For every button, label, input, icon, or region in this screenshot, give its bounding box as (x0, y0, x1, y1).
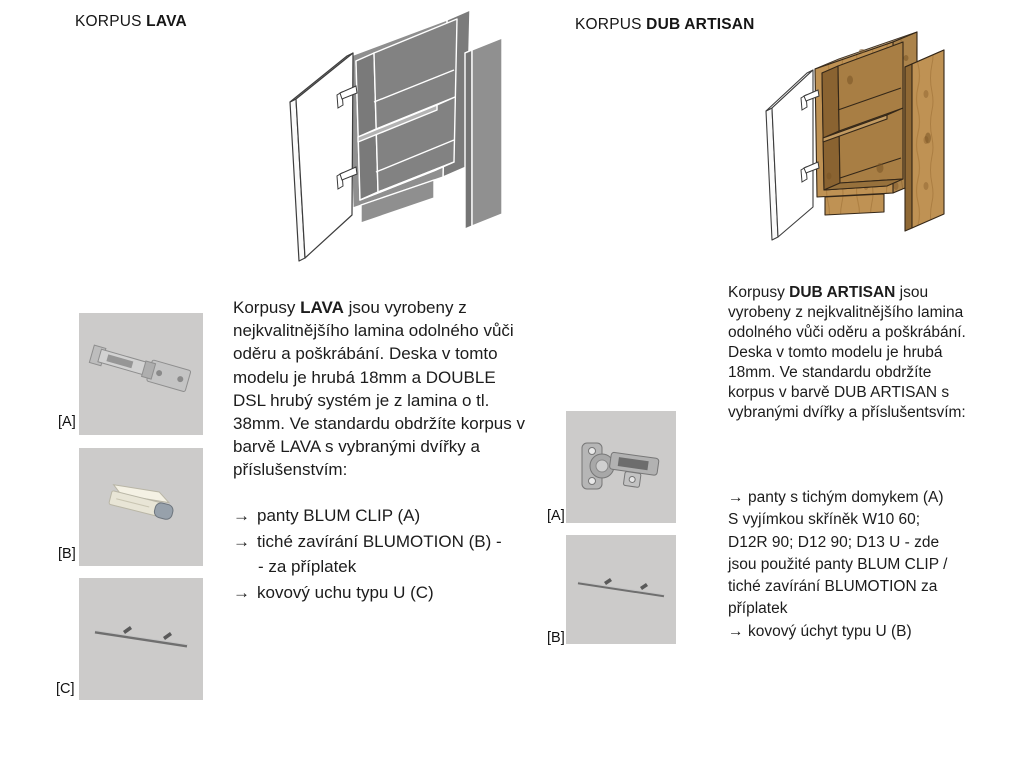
list-item-text: panty s tichým domykem (A) (748, 489, 944, 506)
paragraph-prefix: Korpusy (233, 298, 301, 317)
section-title-lava (75, 13, 187, 31)
hardware-image-blumotion-damper (79, 448, 203, 566)
arrow-icon: → (233, 506, 250, 525)
hardware-image-u-handle (79, 578, 203, 700)
arrow-icon: → (728, 489, 744, 506)
list-item-text: tiché zavírání BLUMOTION za (728, 578, 938, 596)
title-dub-artisan-label: DUB ARTISAN (646, 16, 755, 33)
list-item-continuation (233, 554, 502, 580)
dub-artisan-feature-list (728, 487, 947, 643)
u-handle-icon (79, 578, 203, 700)
title-korpus-label: KORPUS (75, 13, 147, 30)
list-item-text: kovový úchyt typu U (B) (748, 622, 912, 640)
list-item-continuation (728, 554, 947, 576)
list-item-continuation (728, 598, 947, 620)
list-item-text: tiché zavírání BLUMOTION (B) - (257, 531, 502, 551)
list-item-text: jsou použité panty BLUM CLIP / (728, 555, 948, 573)
section-title-dub-artisan (575, 16, 755, 34)
paragraph-rest: jsou vyrobeny z nejkvalitnějšího lamina odolného vůči oděru a poškrábání. Deska v tomto modelu je hrubá 18mm a DOUBLE DSL hrubý systém je z lamina o tl. 38mm. Ve standardu obdržíte korpus v barvě LAVA s vybranými dvířky a příslušenstvím: (233, 298, 525, 480)
title-korpus-label: KORPUS (575, 16, 647, 33)
u-handle-icon (566, 535, 676, 644)
list-item-text: kovový uchu typu U (C) (257, 582, 434, 602)
hardware-label-b: [B] (547, 630, 565, 646)
hardware-image-blum-clip-hinge (79, 313, 203, 435)
lava-feature-list (233, 503, 502, 605)
blum-clip-hinge-icon (79, 313, 203, 435)
list-item (728, 487, 947, 509)
list-item-continuation (728, 576, 947, 598)
list-item (233, 529, 502, 555)
blumotion-damper-icon (79, 448, 203, 566)
hardware-image-u-handle (566, 535, 676, 644)
hardware-image-soft-close-hinge (566, 411, 676, 523)
paragraph-bold: DUB ARTISAN (789, 284, 896, 301)
hardware-label-b: [B] (58, 546, 76, 562)
list-item-continuation (728, 509, 947, 531)
title-lava-label: LAVA (146, 13, 187, 30)
hardware-label-a: [A] (547, 508, 565, 524)
arrow-icon: → (728, 622, 744, 640)
arrow-icon: → (233, 531, 250, 551)
lava-description (233, 296, 529, 482)
dub-artisan-cabinet-drawing (762, 18, 967, 268)
soft-close-hinge-icon (566, 411, 676, 523)
lava-cabinet-drawing (281, 2, 529, 270)
list-item-text: - za příplatek (258, 557, 357, 576)
dub-artisan-description (728, 283, 970, 423)
list-item-text: S vyjímkou skříněk W10 60; (728, 511, 921, 529)
arrow-icon: → (233, 582, 250, 602)
list-item-text: panty BLUM CLIP (A) (257, 506, 421, 525)
list-item (728, 621, 947, 643)
paragraph-bold: LAVA (300, 298, 344, 317)
list-item (233, 503, 502, 529)
lava-cabinet-door (290, 53, 353, 261)
hardware-label-a: [A] (58, 414, 76, 430)
list-item-continuation (728, 532, 947, 554)
list-item-text: D12R 90; D12 90; D13 U - zde (728, 533, 940, 551)
list-item (233, 580, 502, 606)
paragraph-prefix: Korpusy (728, 284, 790, 301)
paragraph-rest: jsou vyrobeny z nejkvalitnějšího lamina odolného vůči oděru a poškrábání. Deska v tomto modelu je hrubá 18mm. Ve standardu obdržíte korpus v barvě DUB ARTISAN s vybranými dvířky a příslušentsvím: (728, 284, 966, 421)
hardware-label-c: [C] (56, 681, 75, 697)
list-item-text: příplatek (728, 600, 788, 618)
